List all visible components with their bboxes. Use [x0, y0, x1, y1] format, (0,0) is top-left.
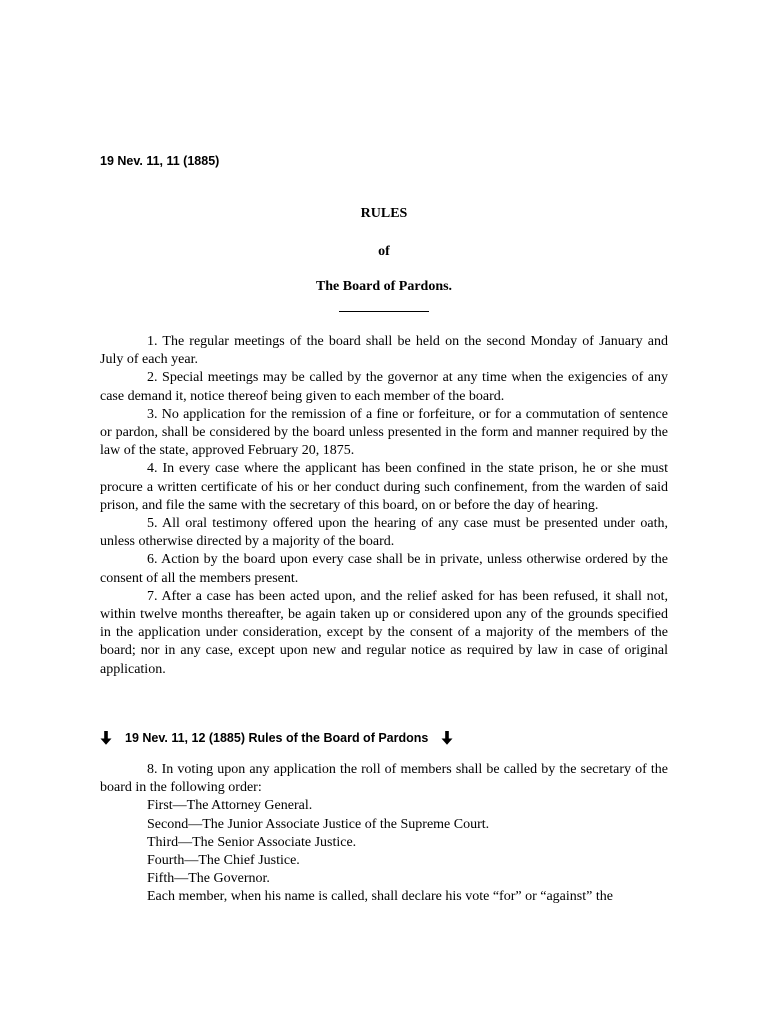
- rule-paragraph-4: 4. In every case where the applicant has been confined in the state prison, he or she must procure a written certificate of his or her conduct during such confinement, from the warden of said prison, and file the same with the secretary of this board, on or before the day of hearing.: [100, 461, 668, 513]
- list-item: Third—The Senior Associate Justice.: [147, 834, 357, 850]
- rule-paragraph-6: 6. Action by the board upon every case shall be in private, unless otherwise ordered by the consent of all the members present.: [100, 552, 668, 586]
- list-item: Fifth—The Governor.: [147, 871, 270, 887]
- list-item: Fourth—The Chief Justice.: [147, 853, 300, 869]
- list-item: First—The Attorney General.: [147, 798, 313, 814]
- title-of: of: [378, 244, 390, 259]
- rules-section-1: [100, 333, 668, 679]
- down-arrow-icon: [441, 731, 453, 745]
- rule-paragraph-1: 1. The regular meetings of the board shall be held on the second Monday of January and July of each year.: [100, 334, 668, 368]
- title-board-of-pardons: The Board of Pardons.: [315, 279, 453, 294]
- rule-paragraph-3: 3. No application for the remission of a fine or forfeiture, or for a commutation of sentence or pardon, shall be considered by the board unless presented in the form and manner required by the law of the state, approved February 20, 1875.: [100, 406, 668, 459]
- rule-paragraph-7: 7. After a case has been acted upon, and the relief asked for has been refused, it shall not, within twelve months thereafter, be again taken up or considered upon any of the grounds specified in the application under consideration, except by the consent of a majority of the members of the board; nor in any case, except upon new and regular notice as required by law in case of original application.: [100, 588, 668, 677]
- rules-section-2: [100, 761, 668, 907]
- page-citation: 19 Nev. 11, 11 (1885): [100, 154, 220, 168]
- voting-order-list: [100, 797, 668, 888]
- list-item: Second—The Junior Associate Justice of the Supreme Court.: [147, 816, 490, 832]
- page-marker: [100, 729, 453, 747]
- rule-paragraph-8-continuation: Each member, when his name is called, shall declare his vote “for” or “against” the: [147, 889, 613, 905]
- rule-paragraph-2: 2. Special meetings may be called by the governor at any time when the exigencies of any case demand it, notice thereof being given to each member of the board.: [100, 370, 668, 404]
- rule-paragraph-5: 5. All oral testimony offered upon the hearing of any case must be presented under oath, unless otherwise directed by a majority of the board.: [100, 516, 668, 550]
- title-rules: RULES: [360, 206, 408, 221]
- rule-paragraph-8: 8. In voting upon any application the roll of members shall be called by the secretary of the board in the following order:: [100, 762, 668, 796]
- page-marker-text: 19 Nev. 11, 12 (1885) Rules of the Board of Pardons: [125, 731, 429, 745]
- title-underline: [339, 311, 429, 312]
- down-arrow-icon: [100, 731, 112, 745]
